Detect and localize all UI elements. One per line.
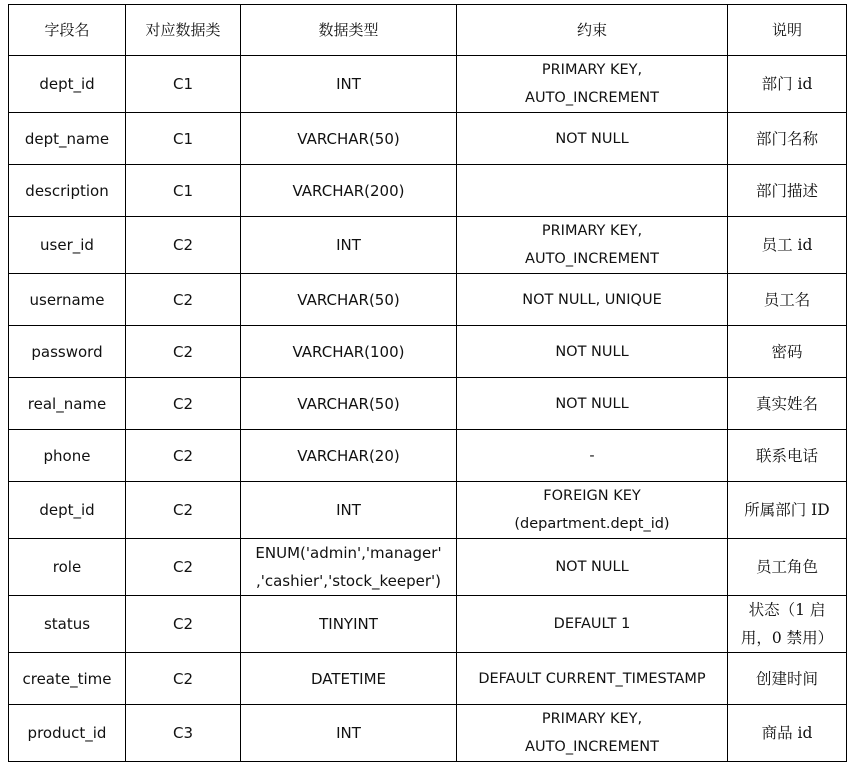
- cell-data-class[interactable]: C2: [126, 217, 241, 274]
- constraint-line: PRIMARY KEY,: [541, 711, 643, 727]
- constraint-line: PRIMARY KEY,: [541, 223, 643, 239]
- description-line: 状态（1 启: [748, 601, 826, 619]
- field-definition-table: [8, 4, 847, 762]
- cell-data-type[interactable]: [241, 539, 457, 596]
- constraint-line: DEFAULT 1: [553, 616, 631, 632]
- cell-data-type[interactable]: VARCHAR(100): [241, 326, 457, 378]
- constraint-line: -: [589, 447, 595, 464]
- constraint-line: (department.dept_id): [514, 516, 670, 532]
- cell-data-class[interactable]: C2: [126, 378, 241, 430]
- cell-description[interactable]: 员工名: [728, 274, 847, 326]
- cell-data-class[interactable]: C2: [126, 653, 241, 705]
- cell-data-class[interactable]: C2: [126, 326, 241, 378]
- table-row: [9, 113, 847, 165]
- cell-field-name[interactable]: password: [9, 326, 126, 378]
- header-data-type: 数据类型: [241, 5, 457, 56]
- cell-field-name[interactable]: role: [9, 539, 126, 596]
- cell-field-name[interactable]: dept_id: [9, 482, 126, 539]
- cell-description[interactable]: 真实姓名: [728, 378, 847, 430]
- cell-data-type[interactable]: TINYINT: [241, 596, 457, 653]
- cell-data-type[interactable]: DATETIME: [241, 653, 457, 705]
- cell-field-name[interactable]: real_name: [9, 378, 126, 430]
- data-type-line: ,'cashier','stock_keeper'): [255, 572, 442, 590]
- table-row: [9, 326, 847, 378]
- constraint-line: FOREIGN KEY: [543, 488, 641, 504]
- cell-description[interactable]: 创建时间: [728, 653, 847, 705]
- table-body: [9, 56, 847, 762]
- header-field-name: 字段名: [9, 5, 126, 56]
- cell-data-type[interactable]: INT: [241, 482, 457, 539]
- header-description: 说明: [728, 5, 847, 56]
- cell-data-class[interactable]: C1: [126, 113, 241, 165]
- cell-data-type[interactable]: VARCHAR(200): [241, 165, 457, 217]
- constraint-line: NOT NULL: [555, 395, 629, 412]
- table-header-row: [9, 5, 847, 56]
- cell-field-name[interactable]: create_time: [9, 653, 126, 705]
- cell-constraint[interactable]: [457, 705, 728, 762]
- constraint-line: NOT NULL: [555, 559, 629, 575]
- cell-constraint[interactable]: [457, 274, 728, 326]
- cell-constraint[interactable]: [457, 165, 728, 217]
- cell-constraint[interactable]: [457, 482, 728, 539]
- cell-data-type[interactable]: VARCHAR(50): [241, 113, 457, 165]
- table-row: [9, 56, 847, 113]
- table-row: [9, 165, 847, 217]
- constraint-line: AUTO_INCREMENT: [525, 251, 659, 267]
- table-row: [9, 653, 847, 705]
- cell-description[interactable]: 部门描述: [728, 165, 847, 217]
- cell-constraint[interactable]: [457, 378, 728, 430]
- cell-data-class[interactable]: C2: [126, 274, 241, 326]
- cell-description[interactable]: 部门 id: [728, 56, 847, 113]
- cell-constraint[interactable]: [457, 653, 728, 705]
- cell-description[interactable]: 商品 id: [728, 705, 847, 762]
- cell-description[interactable]: [728, 596, 847, 653]
- table-row: [9, 430, 847, 482]
- cell-description[interactable]: 员工 id: [728, 217, 847, 274]
- cell-data-type[interactable]: VARCHAR(50): [241, 274, 457, 326]
- table-row: [9, 378, 847, 430]
- cell-data-class[interactable]: C2: [126, 482, 241, 539]
- cell-constraint[interactable]: [457, 56, 728, 113]
- description-line: 用，0 禁用）: [740, 629, 834, 647]
- table-row: [9, 596, 847, 653]
- header-data-class: 对应数据类: [126, 5, 241, 56]
- cell-constraint[interactable]: [457, 596, 728, 653]
- constraint-line: AUTO_INCREMENT: [525, 90, 659, 106]
- cell-field-name[interactable]: username: [9, 274, 126, 326]
- cell-data-class[interactable]: C2: [126, 596, 241, 653]
- constraint-line: DEFAULT CURRENT_TIMESTAMP: [478, 670, 706, 687]
- cell-data-type[interactable]: VARCHAR(50): [241, 378, 457, 430]
- cell-constraint[interactable]: [457, 539, 728, 596]
- data-type-line: ENUM('admin','manager': [255, 544, 442, 562]
- cell-field-name[interactable]: dept_name: [9, 113, 126, 165]
- cell-constraint[interactable]: [457, 326, 728, 378]
- cell-constraint[interactable]: [457, 217, 728, 274]
- table-row: [9, 217, 847, 274]
- cell-constraint[interactable]: [457, 113, 728, 165]
- cell-description[interactable]: 联系电话: [728, 430, 847, 482]
- cell-description[interactable]: 所属部门 ID: [728, 482, 847, 539]
- cell-data-type[interactable]: VARCHAR(20): [241, 430, 457, 482]
- cell-data-class[interactable]: C2: [126, 430, 241, 482]
- constraint-line: NOT NULL: [555, 343, 629, 360]
- constraint-line: AUTO_INCREMENT: [525, 739, 659, 755]
- cell-data-class[interactable]: C1: [126, 56, 241, 113]
- cell-data-type[interactable]: INT: [241, 56, 457, 113]
- table-row: [9, 274, 847, 326]
- table-row: [9, 705, 847, 762]
- cell-field-name[interactable]: dept_id: [9, 56, 126, 113]
- cell-field-name[interactable]: product_id: [9, 705, 126, 762]
- table-row: [9, 482, 847, 539]
- cell-field-name[interactable]: description: [9, 165, 126, 217]
- cell-constraint[interactable]: [457, 430, 728, 482]
- constraint-line: NOT NULL, UNIQUE: [522, 291, 662, 308]
- cell-field-name[interactable]: phone: [9, 430, 126, 482]
- cell-description[interactable]: 密码: [728, 326, 847, 378]
- header-constraint: 约束: [457, 5, 728, 56]
- cell-data-type[interactable]: INT: [241, 217, 457, 274]
- cell-data-type[interactable]: INT: [241, 705, 457, 762]
- constraint-line: NOT NULL: [555, 130, 629, 147]
- cell-field-name[interactable]: user_id: [9, 217, 126, 274]
- table-row: [9, 539, 847, 596]
- cell-description[interactable]: 部门名称: [728, 113, 847, 165]
- cell-data-class[interactable]: C3: [126, 705, 241, 762]
- document-page: [8, 4, 846, 761]
- cell-description[interactable]: 员工角色: [728, 539, 847, 596]
- cell-field-name[interactable]: status: [9, 596, 126, 653]
- constraint-line: PRIMARY KEY,: [541, 62, 643, 78]
- cell-data-class[interactable]: C2: [126, 539, 241, 596]
- cell-data-class[interactable]: C1: [126, 165, 241, 217]
